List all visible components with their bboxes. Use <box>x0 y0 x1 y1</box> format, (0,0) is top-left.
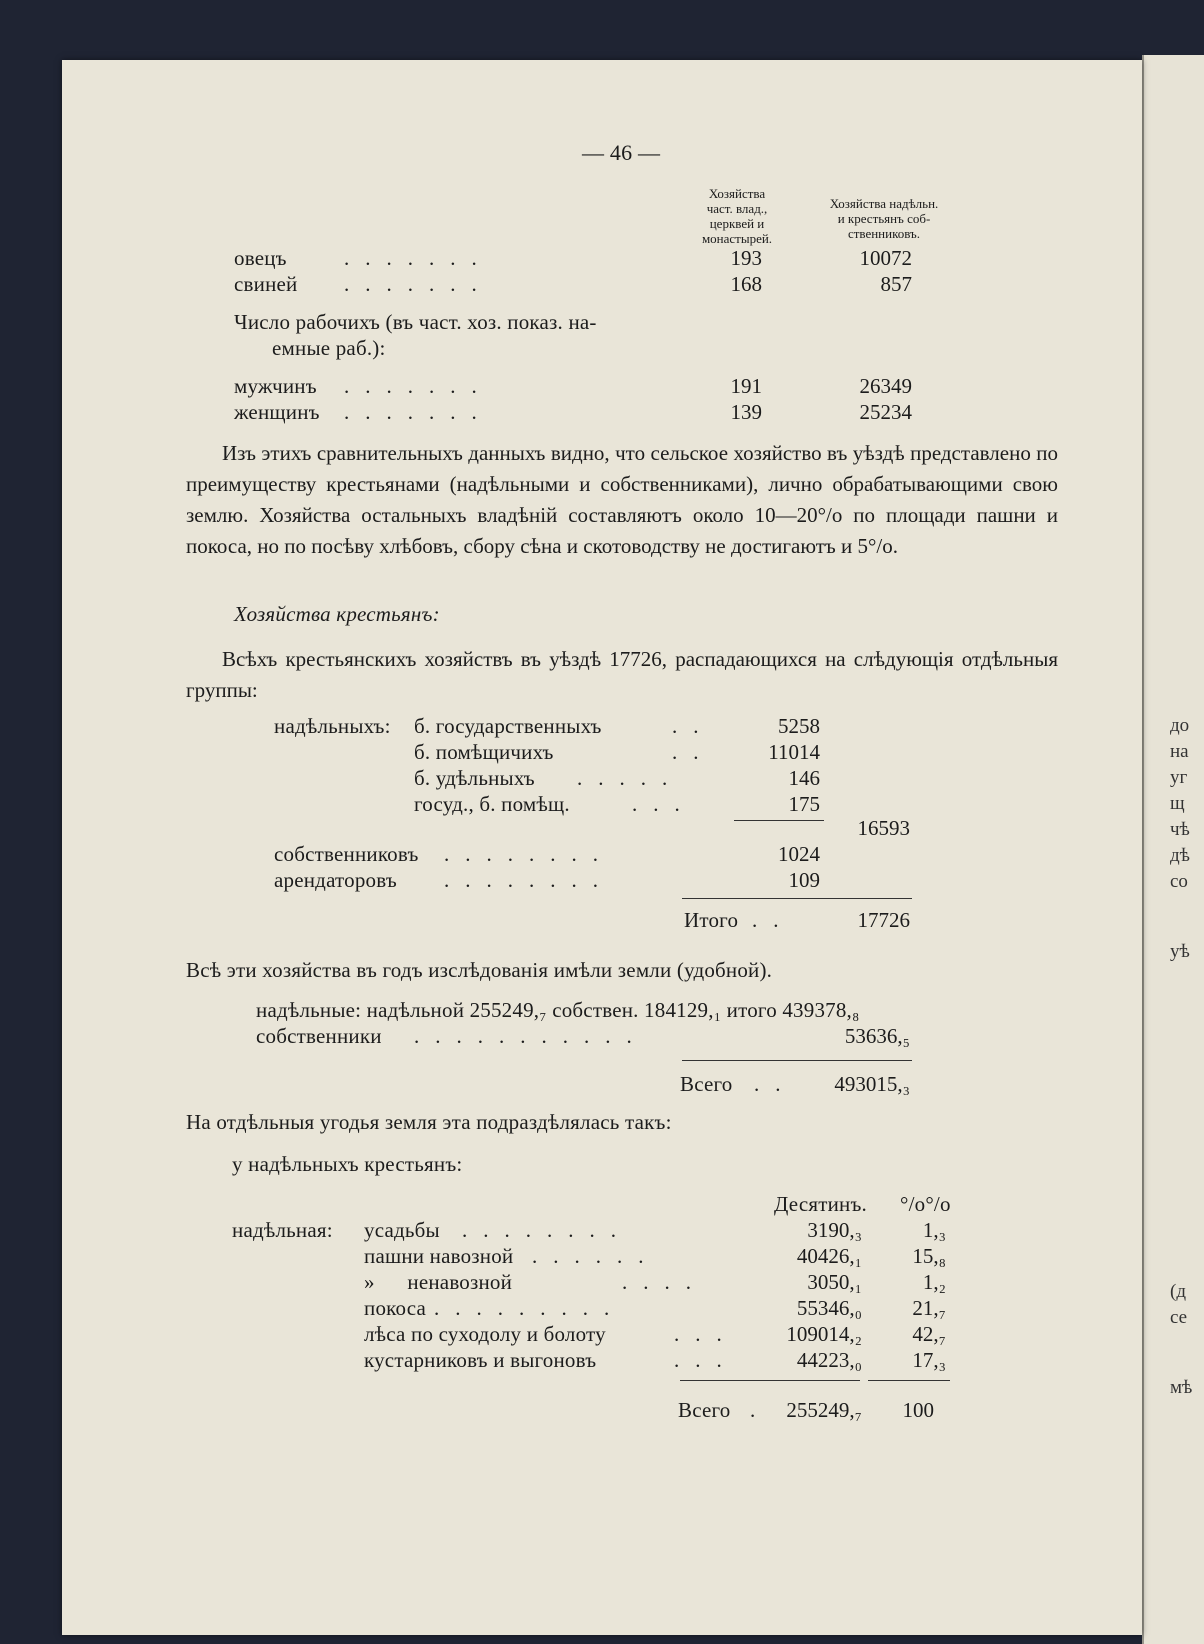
leader-dots: .... <box>622 1270 707 1294</box>
book-page <box>62 60 1142 1635</box>
right-page-fragment: уг <box>1170 767 1188 788</box>
sum-rule <box>682 898 912 899</box>
holding-percent: 42,₇ <box>912 1322 946 1346</box>
group-item-label: госуд., б. помѣщ. <box>414 792 570 816</box>
group-item-value: 5258 <box>778 714 820 738</box>
right-page-fragment: чѣ <box>1170 819 1190 840</box>
sum-rule <box>682 1060 912 1061</box>
right-page-fragment: щ <box>1170 793 1185 814</box>
right-page-fragment: се <box>1170 1307 1188 1328</box>
group-item-value: 146 <box>788 766 820 790</box>
paragraph-households: Всѣхъ крестьянскихъ хозяйствъ въ уѣздѣ 17726, распадающихся на слѣдующія отдѣльныя группы: <box>186 647 1058 702</box>
leader-dots: ......... <box>434 1296 626 1320</box>
sum-rule <box>734 820 824 821</box>
leader-dots: ........... <box>414 1024 648 1048</box>
right-page-fragment: на <box>1170 741 1189 762</box>
workers-label: Число рабочихъ (въ част. хоз. показ. на- <box>234 310 597 334</box>
group-item-label: б. удѣльныхъ <box>414 766 535 790</box>
paragraph-land: Всѣ эти хозяйства въ годъ изслѣдованія имѣли земли (удобной). <box>186 958 773 982</box>
leader-dots: ...... <box>532 1244 660 1268</box>
group-item-value: 175 <box>788 792 820 816</box>
page-number: — 46 — <box>582 140 661 165</box>
leader-dots: .. <box>672 714 715 738</box>
group-label-nadel: надѣльныхъ: <box>274 714 391 738</box>
holding-value: 3190,₃ <box>807 1218 862 1242</box>
holding-value: 109014,₂ <box>786 1322 862 1346</box>
group-nadel-total: 16593 <box>857 816 910 840</box>
value-women-private: 139 <box>730 400 762 424</box>
group-label-tenants: арендаторовъ <box>274 868 397 892</box>
leader-dots: .. <box>752 908 795 932</box>
land-total-value: 493015,₃ <box>834 1072 910 1096</box>
holding-percent: 1,₃ <box>922 1218 946 1242</box>
group-item-label: б. помѣщичихъ <box>414 740 554 764</box>
value-sheep-peasant: 10072 <box>859 246 912 270</box>
column-header-peasant: Хозяйства надѣльн. и крестьянъ соб- ственниковъ. <box>829 196 939 241</box>
leader-dots: ........ <box>444 868 614 892</box>
land-line-nadel: надѣльные: надѣльной 255249,₇ собствен. 184129,₁ итого 439378,₈ <box>256 998 860 1022</box>
land-owners-value: 53636,₅ <box>844 1024 910 1048</box>
group-item-label: б. государственныхъ <box>414 714 602 738</box>
holding-label: » ненавозной <box>364 1270 513 1294</box>
land-owners-label: собственники <box>256 1024 382 1048</box>
holding-label: усадьбы <box>364 1218 440 1242</box>
adjacent-page-edge <box>1142 55 1204 1644</box>
holding-percent: 17,₃ <box>912 1348 946 1372</box>
sum-rule <box>680 1380 860 1381</box>
leader-dots: . <box>750 1398 772 1422</box>
value-pigs-peasant: 857 <box>880 272 912 296</box>
column-header-desyatin: Десятинъ. <box>774 1192 867 1216</box>
leader-dots: ... <box>674 1348 738 1372</box>
holding-percent: 21,₇ <box>912 1296 946 1320</box>
right-page-fragment: до <box>1170 715 1190 736</box>
leader-dots: ... <box>632 792 696 816</box>
sum-rule <box>868 1380 950 1381</box>
right-page-fragment: дѣ <box>1170 845 1190 866</box>
right-page-fragment: со <box>1170 871 1188 892</box>
right-page-fragment: мѣ <box>1170 1377 1193 1398</box>
column-header-percent: °/о°/о <box>900 1192 951 1216</box>
right-page-fragment: (д <box>1170 1281 1186 1302</box>
row-label-pigs: свиней <box>234 272 298 296</box>
leader-dots: ....... <box>344 246 493 270</box>
holdings-total-value: 255249,₇ <box>786 1398 862 1422</box>
group-item-value: 11014 <box>768 740 820 764</box>
group-tenants-value: 109 <box>788 868 820 892</box>
leader-dots: ... <box>674 1322 738 1346</box>
leader-dots: .. <box>672 740 715 764</box>
holdings-total-percent: 100 <box>902 1398 934 1422</box>
leader-dots: ....... <box>344 374 493 398</box>
holding-label: лѣса по суходолу и болоту <box>364 1322 606 1346</box>
paragraph-comparison: Изъ этихъ сравнительныхъ данныхъ видно, что сельское хозяйство въ уѣздѣ представлено по преимуществу крестьянами (надѣльными и собственниками), лично обрабатывающими свою землю. Хозяйства остальныхъ владѣній составляютъ около 10—20°/о по площади пашни и покоса, но по посѣву хлѣбовъ, сбору сѣна и скотоводству не достигаютъ и 5°/о. <box>186 441 1058 558</box>
value-pigs-private: 168 <box>730 272 762 296</box>
holding-value: 40426,₁ <box>796 1244 862 1268</box>
holding-percent: 1,₂ <box>922 1270 946 1294</box>
leader-dots: .. <box>754 1072 797 1096</box>
leader-dots: ........ <box>444 842 614 866</box>
row-label-sheep: овецъ <box>234 246 287 270</box>
value-men-private: 191 <box>730 374 762 398</box>
leader-dots: ....... <box>344 272 493 296</box>
row-label-men: мужчинъ <box>234 374 317 398</box>
value-men-peasant: 26349 <box>859 374 912 398</box>
row-label-women: женщинъ <box>234 400 320 424</box>
group-label-owners: собственниковъ <box>274 842 419 866</box>
paragraph-holdings: На отдѣльныя угодья земля эта подраздѣлялась такъ: <box>186 1110 672 1134</box>
holding-percent: 15,₈ <box>912 1244 946 1268</box>
value-women-peasant: 25234 <box>859 400 912 424</box>
groups-total-label: Итого <box>684 908 739 932</box>
leader-dots: ........ <box>462 1218 632 1242</box>
holdings-subtitle: у надѣльныхъ крестьянъ: <box>232 1152 463 1176</box>
column-header-private: Хозяйства част. влад., церквей и монастырей. <box>701 186 773 246</box>
right-page-fragment: уѣ <box>1170 941 1190 962</box>
leader-dots: ....... <box>344 400 493 424</box>
holding-label: покоса <box>364 1296 426 1320</box>
group-owners-value: 1024 <box>778 842 820 866</box>
value-sheep-private: 193 <box>730 246 762 270</box>
leader-dots: ..... <box>577 766 684 790</box>
holdings-total-label: Всего <box>678 1398 731 1422</box>
land-total-label: Всего <box>680 1072 733 1096</box>
workers-label-cont: емные раб.): <box>272 336 386 360</box>
holding-label: пашни навозной <box>364 1244 514 1268</box>
section-heading: Хозяйства крестьянъ: <box>234 602 440 626</box>
holding-value: 44223,₀ <box>796 1348 862 1372</box>
holdings-label-nadel: надѣльная: <box>232 1218 333 1242</box>
holding-label: кустарниковъ и выгоновъ <box>364 1348 597 1372</box>
groups-total-value: 17726 <box>857 908 910 932</box>
holding-value: 3050,₁ <box>807 1270 862 1294</box>
holding-value: 55346,₀ <box>796 1296 862 1320</box>
